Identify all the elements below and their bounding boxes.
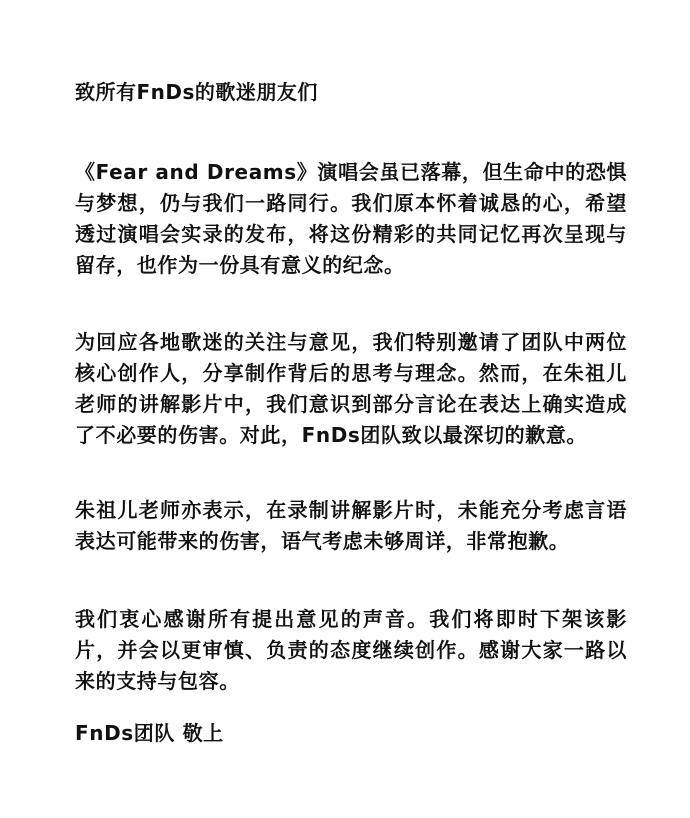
letter-signature: FnDs团队 敬上 [75,721,224,745]
paragraph-apology: 为回应各地歌迷的关注与意见，我们特别邀请了团队中两位核心创作人，分享制作背后的思考与理念。然而，在朱祖儿老师的讲解影片中，我们意识到部分言论在表达上确实造成了不必要的伤害。对此，FnDs团队致以最深切的歉意。 [75,330,627,447]
letter-title: 致所有FnDs的歌迷朋友们 [75,80,318,104]
paragraph-thanks: 我们衷心感谢所有提出意见的声音。我们将即时下架该影片，并会以更审慎、负责的态度继续创作。感谢大家一路以来的支持与包容。 [75,607,627,693]
paragraph-intro: 《Fear and Dreams》演唱会虽已落幕，但生命中的恐惧与梦想，仍与我们一路同行。我们原本怀着诚恳的心，希望透过演唱会实录的发布，将这份精彩的共同记忆再次呈现与留存，也作为一份具有意义的纪念。 [75,160,627,277]
paragraph-creator-statement: 朱祖儿老师亦表示，在录制讲解影片时，未能充分考虑言语表达可能带来的伤害，语气考虑未够周详，非常抱歉。 [75,498,627,553]
